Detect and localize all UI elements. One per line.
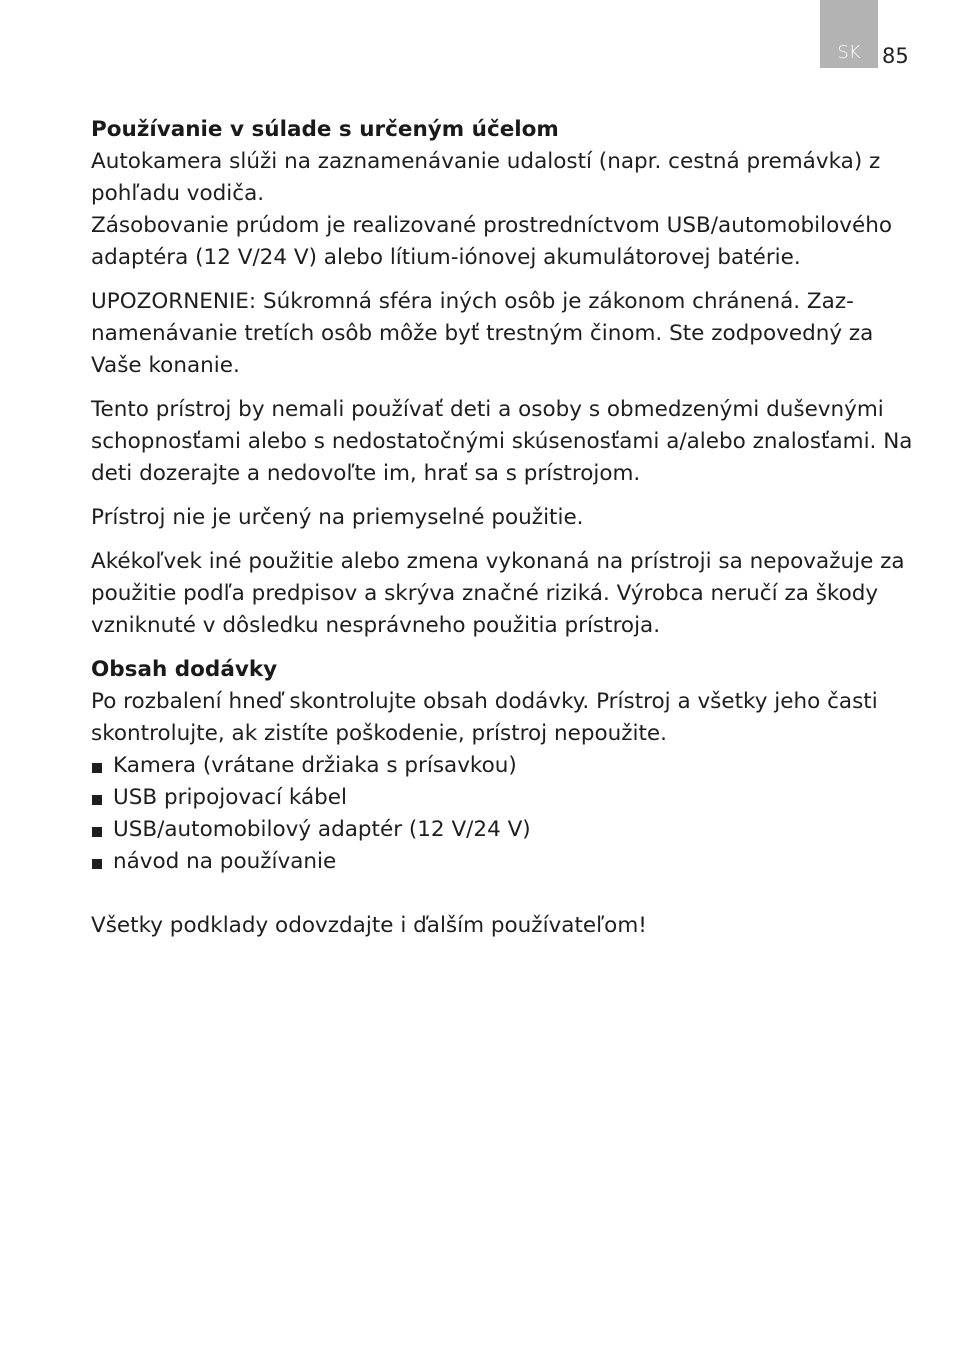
paragraph-children-warning: Tento prístroj by nemali používať deti a osoby s obmedzenými duševnými schopnosťami alebo s nedostatočnými skúsenosťami a/alebo znalosťami. Na deti dozerajte a nedovoľte im, hrať sa s prístrojom. (91, 397, 913, 486)
section-heading-intended-use: Používanie v súlade s určeným účelom (91, 117, 559, 142)
language-tab (820, 0, 878, 68)
page-number: 85 (882, 44, 909, 68)
paragraph-industrial-use: Prístroj nie je určený na priemyselné použitie. (91, 505, 584, 530)
list-item: USB pripojovací kábel (91, 782, 913, 814)
language-label: SK (837, 42, 861, 63)
list-item: návod na používanie (91, 846, 913, 878)
paragraph-power-supply: Zásobovanie prúdom je realizované prostredníctvom USB/automobilového adaptéra (12 V/24 V) alebo lítium-iónovej akumulátorovej batérie. (91, 213, 892, 270)
list-item: Kamera (vrátane držiaka s prísavkou) (91, 750, 913, 782)
paragraph-purpose: Autokamera slúži na zaznamenávanie udalostí (napr. cestná premávka) z pohľadu vodiča. (91, 149, 881, 206)
list-item: USB/automobilový adaptér (12 V/24 V) (91, 814, 913, 846)
section-heading-package-contents: Obsah dodávky (91, 657, 278, 682)
paragraph-check-contents: Po rozbalení hneď skontrolujte obsah dodávky. Prístroj a všetky jeho časti skontrolujte, ak zistíte poškodenie, prístroj nepoužite. (91, 689, 878, 746)
paragraph-privacy-warning: UPOZORNENIE: Súkromná sféra iných osôb je zákonom chránená. Zaznamenávanie tretích osôb môže byť trestným činom. Ste zodpovedný za Vaše konanie. (91, 289, 874, 378)
page-content (91, 114, 913, 954)
paragraph-pass-on-documents: Všetky podklady odovzdajte i ďalším používateľom! (91, 913, 647, 938)
paragraph-liability: Akékoľvek iné použitie alebo zmena vykonaná na prístroji sa nepovažuje za použitie podľa predpisov a skrýva značné riziká. Výrobca neručí za škody vzniknuté v dôsledku nesprávneho použitia prístroja. (91, 549, 905, 638)
contents-list (91, 750, 913, 878)
